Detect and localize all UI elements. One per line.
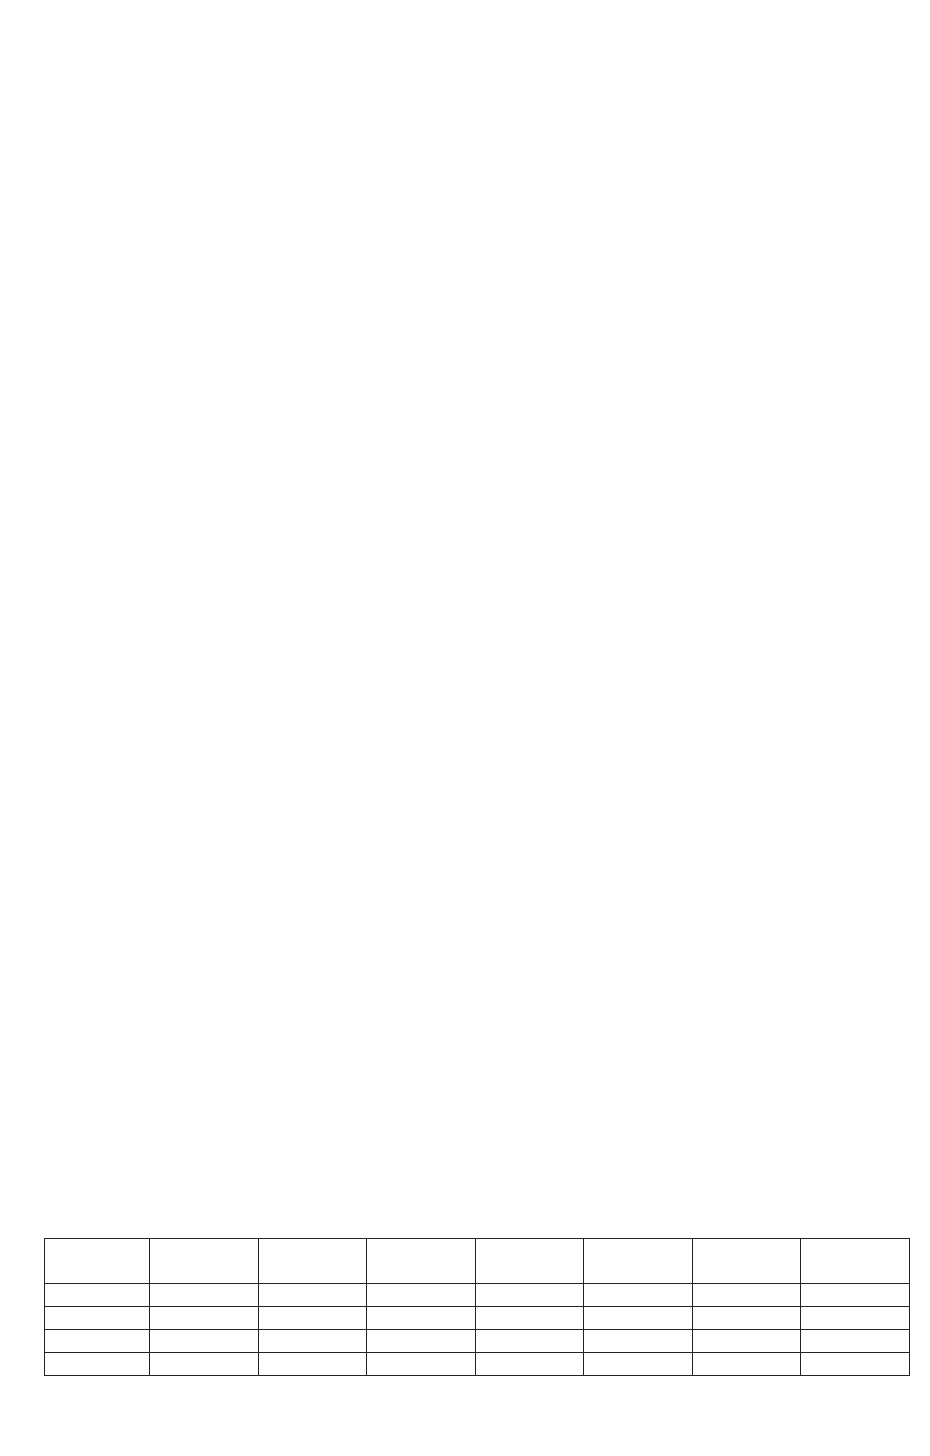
table2-cell xyxy=(150,1353,259,1376)
table2-cell xyxy=(258,1330,367,1353)
table2-cell xyxy=(692,1284,801,1307)
table2-cell xyxy=(367,1353,476,1376)
table-row xyxy=(45,1353,910,1376)
table2 xyxy=(44,1238,910,1376)
table-row xyxy=(45,1330,910,1353)
table2-cell xyxy=(45,1284,150,1307)
left-column xyxy=(44,340,456,367)
table2-cell xyxy=(258,1307,367,1330)
table2-cell xyxy=(692,1307,801,1330)
table2-cell xyxy=(801,1307,910,1330)
table2-cell xyxy=(367,1307,476,1330)
table2-cell xyxy=(258,1353,367,1376)
table2-cell xyxy=(367,1284,476,1307)
table2-cell xyxy=(584,1353,693,1376)
table2-cell xyxy=(584,1307,693,1330)
table-row xyxy=(45,1307,910,1330)
table2-cell xyxy=(45,1307,150,1330)
table2-header-cell xyxy=(475,1239,584,1284)
table2-header-cell xyxy=(258,1239,367,1284)
table2-cell xyxy=(692,1330,801,1353)
table2-header-cell xyxy=(801,1239,910,1284)
table2-header-cell xyxy=(584,1239,693,1284)
table2-cell xyxy=(150,1284,259,1307)
table2-header-cell xyxy=(367,1239,476,1284)
fig5-caption xyxy=(500,380,902,399)
table2-cell xyxy=(801,1284,910,1307)
table2-cell xyxy=(584,1330,693,1353)
table2-cell xyxy=(150,1307,259,1330)
table2-cell xyxy=(475,1330,584,1353)
table2-cell xyxy=(258,1284,367,1307)
table2-cell xyxy=(367,1330,476,1353)
table2-cell xyxy=(45,1330,150,1353)
fig4-caption xyxy=(62,265,452,284)
table2-cell xyxy=(475,1284,584,1307)
table2-cell xyxy=(801,1353,910,1376)
table-row xyxy=(45,1284,910,1307)
table2-cell xyxy=(475,1307,584,1330)
table2-header-cell xyxy=(150,1239,259,1284)
table2-cell xyxy=(150,1330,259,1353)
table2-cell xyxy=(475,1353,584,1376)
table2-header-cell xyxy=(692,1239,801,1284)
table2-cell xyxy=(692,1353,801,1376)
table2-cell xyxy=(584,1284,693,1307)
table2-header-row xyxy=(45,1239,910,1284)
fig4-chart xyxy=(58,82,460,254)
table2-cell xyxy=(45,1353,150,1376)
right-column xyxy=(494,451,906,486)
table2-header-cell xyxy=(45,1239,150,1284)
table2-cell xyxy=(801,1330,910,1353)
fig5-chart xyxy=(498,86,918,368)
